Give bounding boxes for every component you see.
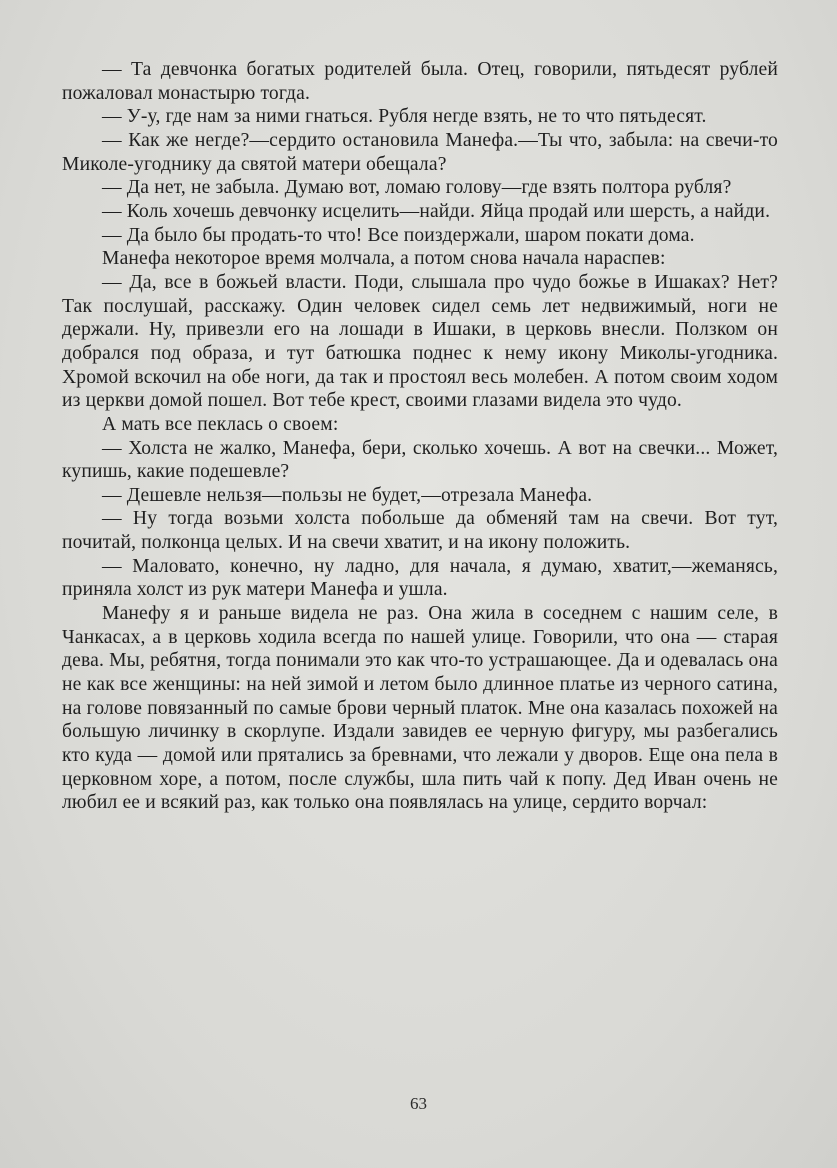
paragraph: — Дешевле нельзя—пользы не будет,—отрезала Манефа. bbox=[102, 484, 593, 506]
paragraph: Манефа некоторое время молчала, а потом снова начала нараспев: bbox=[102, 248, 666, 270]
paragraph: — Маловато, конечно, ну ладно, для начала, я думаю, хватит,—жеманясь, приняла холст из рук матери Манефа и ушла. bbox=[62, 555, 778, 601]
paragraph: — Ну тогда возьми холста побольше да обменяй там на свечи. Вот тут, почитай, полконца целых. И на свечи хватит, и на икону положить. bbox=[62, 508, 778, 554]
paragraph: — У-у, где нам за ними гнаться. Рубля негде взять, не то что пятьдесят. bbox=[102, 106, 707, 128]
paragraph: — Да нет, не забыла. Думаю вот, ломаю голову—где взять полтора рубля? bbox=[102, 177, 732, 199]
paragraph: — Коль хочешь девчонку исцелить—найди. Яйца продай или шерсть, а найди. bbox=[102, 200, 771, 222]
page-number: 63 bbox=[410, 1094, 427, 1113]
paragraph: — Как же негде?—сердито остановила Манефа.—Ты что, забыла: на свечи-то Миколе-угоднику да святой матери обещала? bbox=[62, 129, 778, 175]
paragraph: — Да, все в божьей власти. Поди, слышала про чудо божье в Ишаках? Нет? Так послушай, расскажу. Один человек сидел семь лет недвижимый, ноги не держали. Ну, привезли его на лошади в Ишаки, в церковь внесли. Ползком он добрался под образа, и тут батюшка поднес к нему икону Миколы-угодника. Хромой вскочил на обе ноги, да так и простоял весь молебен. А потом своим ходом из церкви домой пошел. Вот тебе крест, своими глазами видела это чудо. bbox=[62, 271, 778, 412]
paragraph: — Да было бы продать-то что! Все поиздержали, шаром покати дома. bbox=[102, 224, 695, 246]
paragraph: Манефу я и раньше видела не раз. Она жила в соседнем с нашим селе, в Чанкасах, а в церковь ходила всегда по нашей улице. Говорили, что она — старая дева. Мы, ребятня, тогда понимали это как что-то устрашающее. Да и одевалась она не как все женщины: на ней зимой и летом было длинное платье из черного сатина, на голове повязанный по самые брови черный платок. Мне она казалась похожей на большую личинку в скорлупе. Издали завидев ее черную фигуру, мы разбегались кто куда — домой или прятались за бревнами, что лежали у дворов. Еще она пела в церковном хоре, а потом, после службы, шла пить чай к попу. Дед Иван очень не любил ее и всякий раз, как только она появлялась на улице, сердито ворчал: bbox=[62, 603, 778, 814]
paragraph: А мать все пеклась о своем: bbox=[102, 413, 339, 435]
paragraph: — Та девчонка богатых родителей была. Отец, говорили, пятьдесят рублей пожаловал монастырю тогда. bbox=[62, 59, 778, 104]
body-text bbox=[62, 58, 778, 815]
paragraph: — Холста не жалко, Манефа, бери, сколько хочешь. А вот на свечки... Может, купишь, какие подешевле? bbox=[62, 437, 778, 483]
